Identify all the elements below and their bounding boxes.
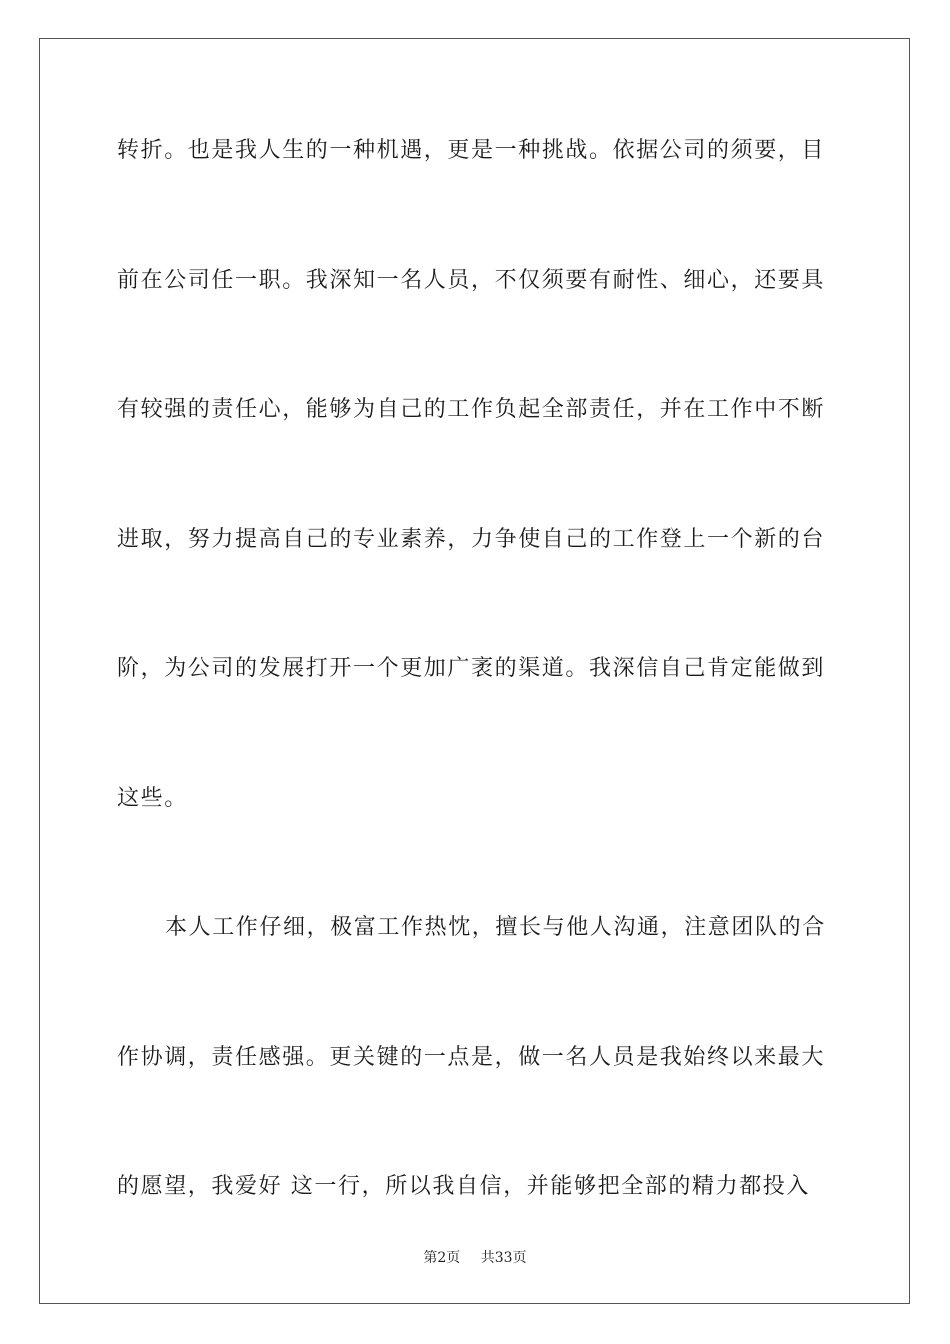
text-line: 的愿望，我爱好 这一行，所以我自信，并能够把全部的精力都投入 [117,1174,810,1199]
text-line: 前在公司任一职。我深知一名人员，不仅须要有耐性、细心，还要具 [117,267,826,293]
document-body [117,120,837,1286]
text-line: 这些。 [117,785,188,811]
text-line: 进取，努力提高自己的专业素养，力争使自己的工作登上一个新的台 [117,526,826,552]
page-footer [0,1247,950,1267]
text-line: 转折。也是我人生的一种机遇，更是一种挑战。依据公司的须要，目 [117,138,826,163]
text-line: 阶，为公司的发展打开一个更加广袤的渠道。我深信自己肯定能做到 [117,656,826,681]
page-number: 第2页 [423,1250,461,1266]
page-total: 共33页 [480,1250,527,1266]
paragraph-start-line: 本人工作仔细，极富工作热忱，擅长与他人沟通，注意团队的合 [165,915,826,940]
text-line: 有较强的责任心，能够为自己的工作负起全部责任，并在工作中不断 [117,397,826,422]
text-line: 作协调，责任感强。更关键的一点是，做一名人员是我始终以来最大 [117,1044,826,1070]
